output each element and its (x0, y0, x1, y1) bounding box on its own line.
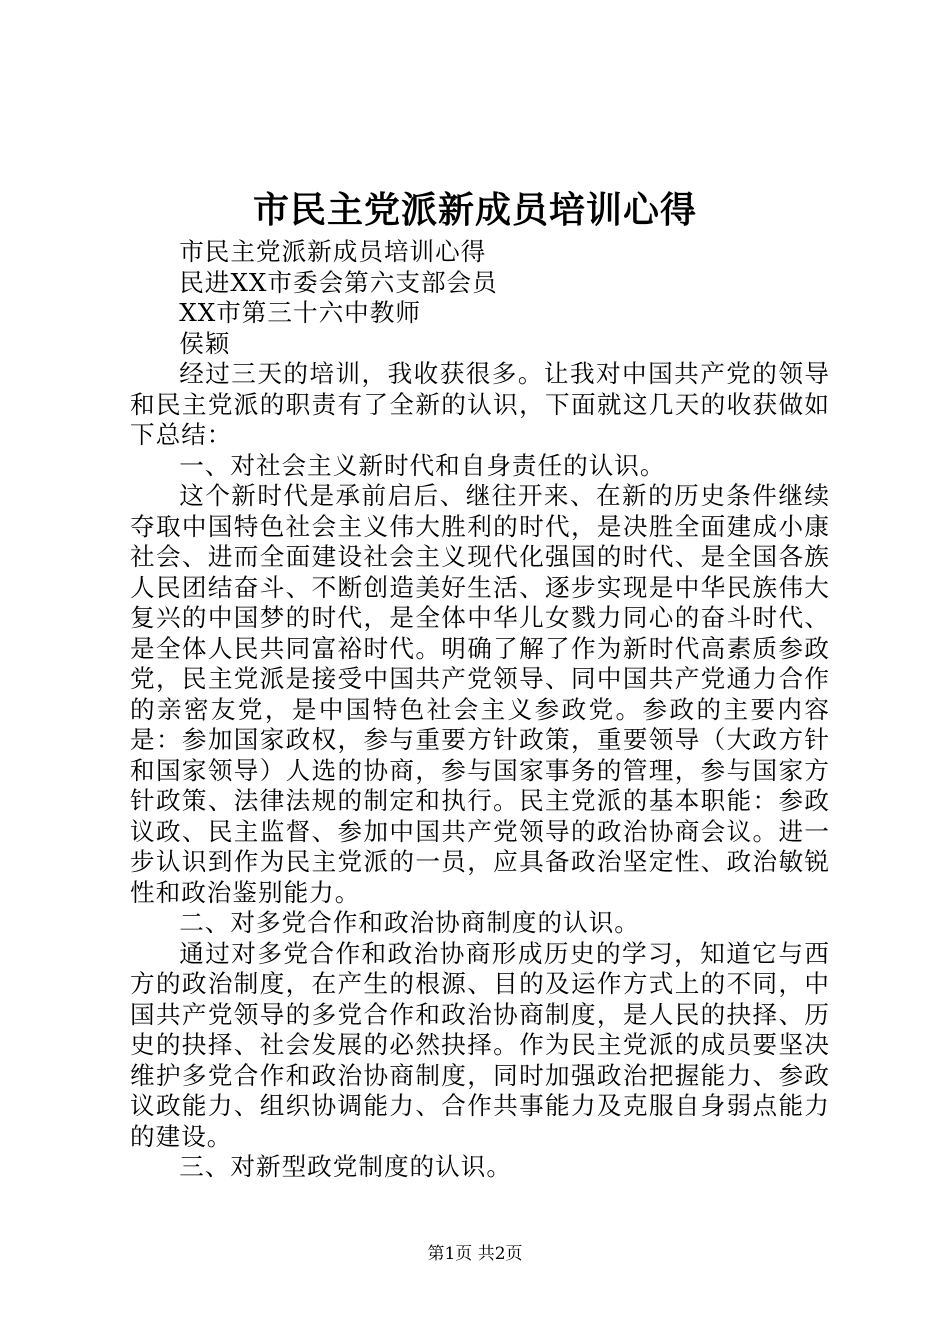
section-heading-2: 二、对多党合作和政治协商制度的认识。 (179, 908, 640, 937)
paragraph-subtitle: 市民主党派新成员培训心得 (179, 237, 487, 266)
page-number-footer: 第1页 共2页 (427, 1244, 523, 1264)
paragraph-occupation: XX市第三十六中教师 (179, 298, 421, 327)
section-heading-1: 一、对社会主义新时代和自身责任的认识。 (179, 450, 666, 480)
document-body (130, 237, 830, 1183)
paragraph-author: 侯颖 (179, 328, 231, 358)
paragraph-section-1: 这个新时代是承前启后、继往开来、在新的历史条件继续夺取中国特色社会主义伟大胜利的时代，是决胜全面建成小康社会、进而全面建设社会主义现代化强国的时代、是全国各族人民团结奋斗、不断创造美好生活、逐步实现是中华民族伟大复兴的中国梦的时代，是全体中华儿女戮力同心的奋斗时代、是全体人民共同富裕时代。明确了解了作为新时代高素质参政党，民主党派是接受中国共产党领导、同中国共产党通力合作的亲密友党，是中国特色社会主义参政党。参政的主要内容是：参加国家政权，参与重要方针政策，重要领导（大政方针和国家领导）人选的协商，参与国家事务的管理，参与国家方针政策、法律法规的制定和执行。民主党派的基本职能：参政议政、民主监督、参加中国共产党领导的政治协商会议。进一步认识到作为民主党派的一员，应具备政治坚定性、政治敏锐性和政治鉴别能力。 (130, 481, 830, 907)
section-heading-3: 三、对新型政党制度的认识。 (179, 1152, 512, 1181)
paragraph-affiliation: 民进XX市委会第六支部会员 (179, 267, 498, 297)
document-title: 市民主党派新成员培训心得 (252, 189, 697, 231)
paragraph-intro: 经过三天的培训，我收获很多。让我对中国共产党的领导和民主党派的职责有了全新的认识，下面就这几天的收获做如下总结： (130, 359, 830, 449)
paragraph-section-2: 通过对多党合作和政治协商形成历史的学习，知道它与西方的政治制度，在产生的根源、目的及运作方式上的不同，中国共产党领导的多党合作和政治协商制度，是人民的抉择、历史的抉择、社会发展的必然抉择。作为民主党派的成员要坚决维护多党合作和政治协商制度，同时加强政治把握能力、参政议政能力、组织协调能力、合作共事能力及克服自身弱点能力的建设。 (130, 938, 830, 1151)
